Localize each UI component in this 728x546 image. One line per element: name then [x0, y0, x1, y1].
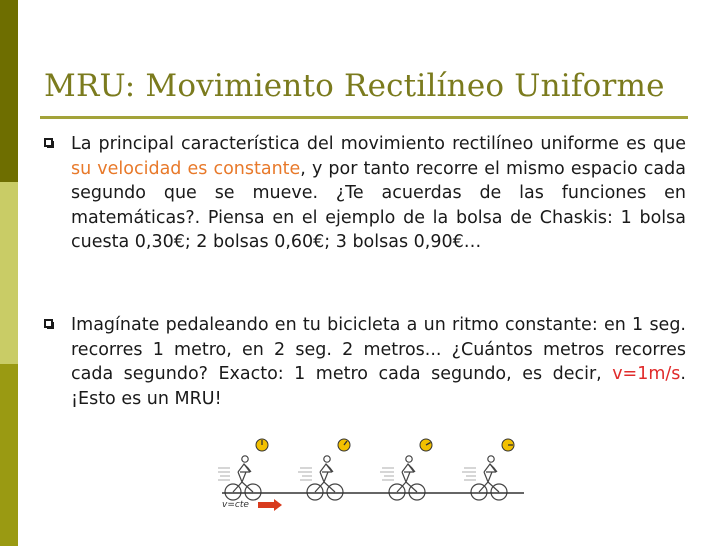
bullet-marker-icon — [44, 138, 53, 147]
side-bar-middle — [0, 182, 18, 364]
bullet-marker-icon — [44, 319, 53, 328]
bullet-text-2-before: Imagínate pedaleando en tu bicicleta a un ritmo constante: en 1 seg. recorres 1 metro, en 2 seg. 2 metros... ¿Cuántos metros recorres cada segundo? Exacto: 1 metro cada segundo, es decir, — [71, 315, 686, 384]
arrow-right-icon — [258, 499, 282, 511]
clock-icon-1 — [256, 439, 268, 451]
bullet-text-1-before: La principal característica del movimiento rectilíneo uniforme es que — [71, 134, 686, 154]
bullet-text-1-after: , y por tanto recorre el mismo espacio cada segundo que se mueve. ¿Te acuerdas de las funciones en matemáticas?. Piensa en el ejemplo de la bolsa de Chaskis: 1 bolsa cuesta 0,30€; 2 bolsas 0,60€; 3 bolsas 0,90€… — [71, 158, 686, 252]
side-bar-bottom — [0, 364, 18, 546]
bullet-text-1 — [71, 132, 686, 255]
velocity-label: v=cte — [222, 500, 249, 510]
bullet-item-1 — [44, 132, 686, 255]
bullet-text-1-highlight: su velocidad es constante — [71, 158, 301, 179]
clock-icon-4 — [502, 439, 514, 451]
cyclist-figure — [218, 432, 528, 516]
title-rule — [40, 116, 688, 119]
cyclist-diagram — [218, 432, 528, 516]
side-bar-top — [0, 0, 18, 182]
bullet-text-2-after: . ¡Esto es un MRU! — [71, 364, 686, 409]
clock-icon-2 — [338, 439, 350, 451]
bullet-text-2-highlight: v=1m/s — [612, 364, 681, 384]
clock-icon-3 — [420, 439, 432, 451]
bullet-text-2 — [71, 313, 686, 411]
bullet-item-2 — [44, 313, 686, 411]
slide-title: MRU: Movimiento Rectilíneo Uniforme — [44, 68, 665, 104]
